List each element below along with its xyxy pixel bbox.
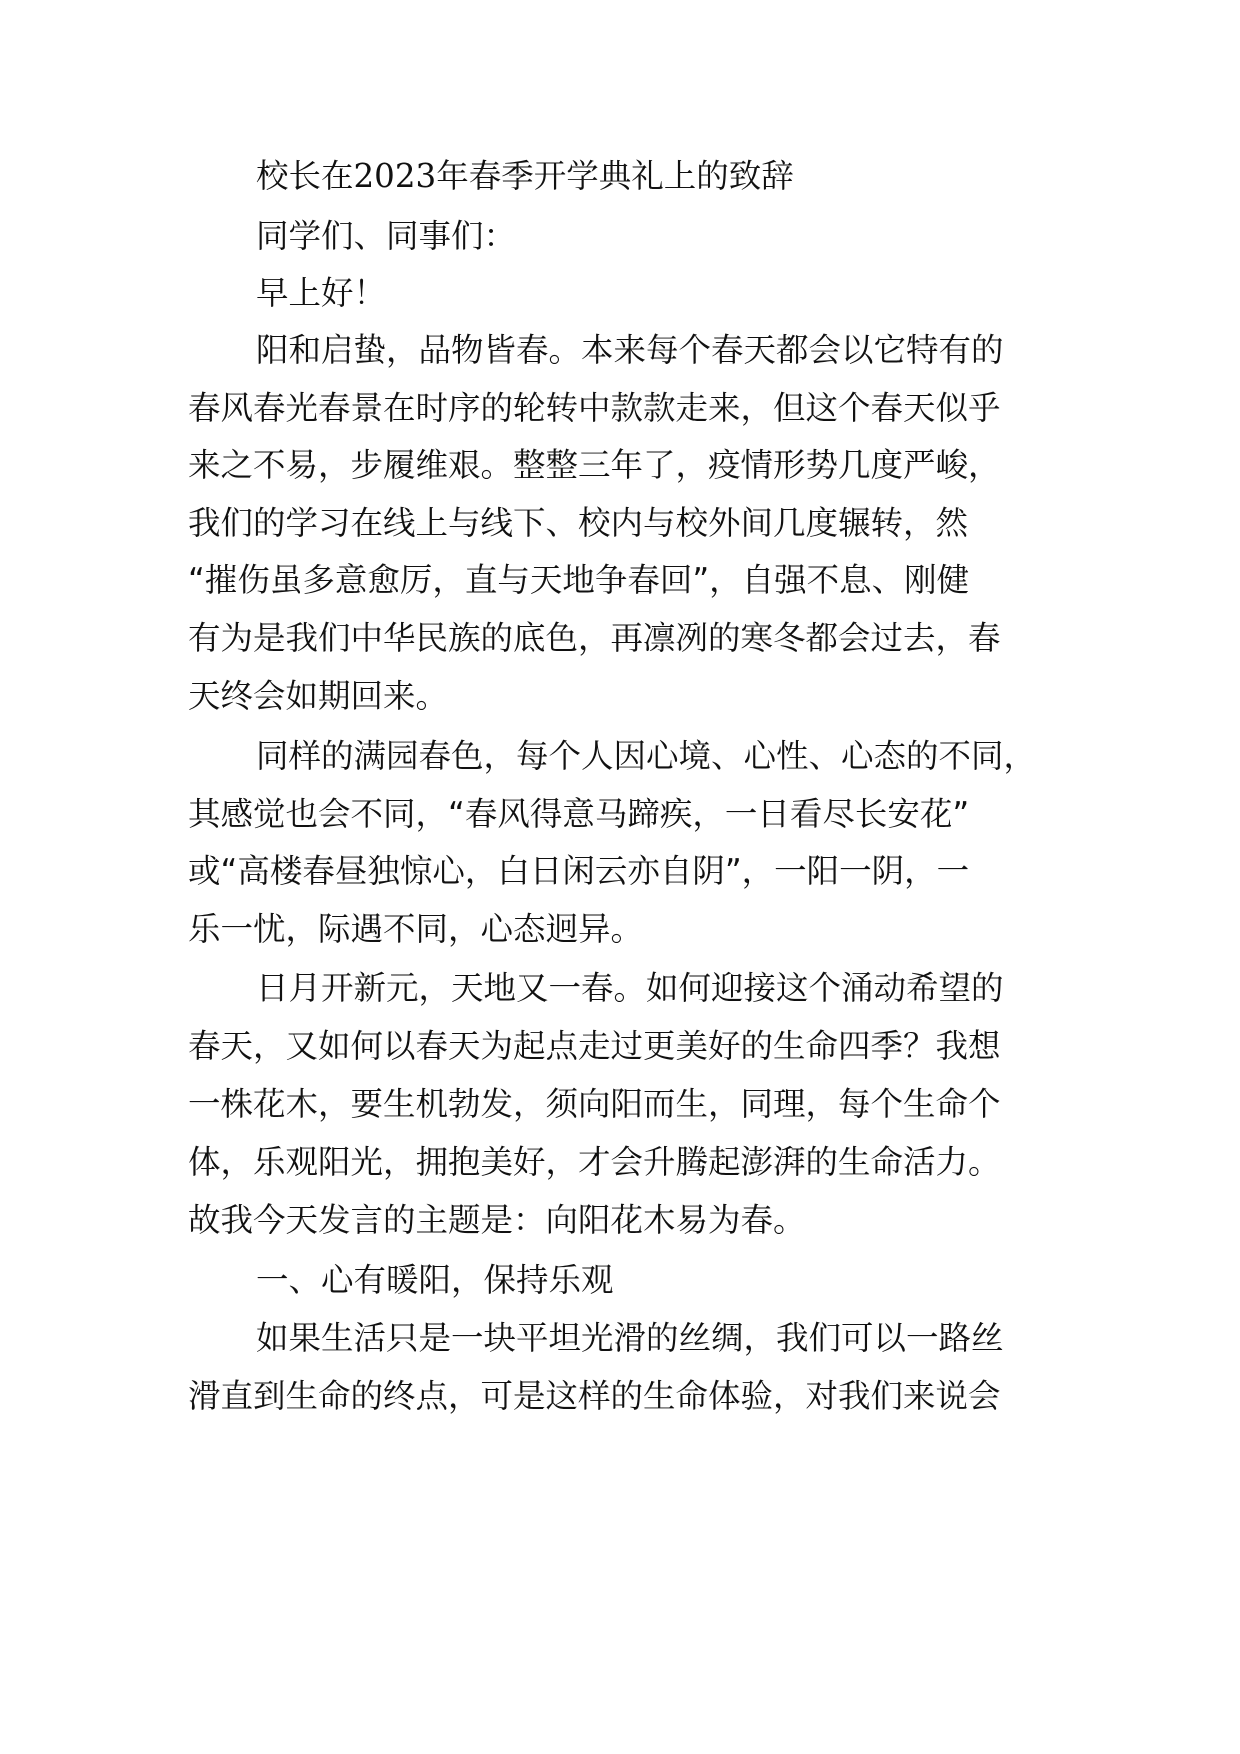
paragraph-4-line-1: 如果生活只是一块平坦光滑的丝绸，我们可以一路丝	[256, 1319, 1004, 1357]
paragraph-1-line-6: 有为是我们中华民族的底色，再凛冽的寒冬都会过去，春	[188, 619, 1001, 657]
paragraph-2-line-4: 乐一忧，际遇不同，心态迥异。	[188, 910, 644, 948]
paragraph-3-line-1: 日月开新元，天地又一春。如何迎接这个涌动希望的	[256, 969, 1004, 1007]
paragraph-2-line-2: 其感觉也会不同，“春风得意马蹄疾，一日看尽长安花”	[188, 795, 970, 833]
paragraph-3-line-3: 一株花木，要生机勃发，须向阳而生，同理，每个生命个	[188, 1085, 1001, 1123]
greeting: 早上好！	[256, 274, 387, 312]
salutation: 同学们、同事们：	[256, 217, 517, 255]
paragraph-2-line-1: 同样的满园春色，每个人因心境、心性、心态的不同，	[256, 737, 1037, 775]
paragraph-3-line-4: 体，乐观阳光，拥抱美好，才会升腾起澎湃的生命活力。	[188, 1143, 1001, 1181]
paragraph-1-line-1: 阳和启蛰，品物皆春。本来每个春天都会以它特有的	[256, 331, 1004, 369]
paragraph-1-line-5: “摧伤虽多意愈厉，直与天地争春回”，自强不息、刚健	[188, 561, 970, 599]
paragraph-3-line-5: 故我今天发言的主题是：向阳花木易为春。	[188, 1201, 806, 1239]
paragraph-1-line-3: 来之不易，步履维艰。整整三年了，疫情形势几度严峻，	[188, 446, 1001, 484]
paragraph-3-line-2: 春天，又如何以春天为起点走过更美好的生命四季？我想	[188, 1027, 1001, 1065]
section-heading-1: 一、心有暖阳，保持乐观	[256, 1261, 614, 1299]
paragraph-1-line-2: 春风春光春景在时序的轮转中款款走来，但这个春天似乎	[188, 389, 1001, 427]
document-title: 校长在2023年春季开学典礼上的致辞	[256, 157, 794, 195]
paragraph-1-line-4: 我们的学习在线上与线下、校内与校外间几度辗转，然	[188, 504, 969, 542]
paragraph-4-line-2: 滑直到生命的终点，可是这样的生命体验，对我们来说会	[188, 1377, 1001, 1415]
paragraph-1-line-7: 天终会如期回来。	[188, 677, 449, 715]
paragraph-2-line-3: 或“高楼春昼独惊心，白日闲云亦自阴”，一阳一阴，一	[188, 852, 970, 890]
